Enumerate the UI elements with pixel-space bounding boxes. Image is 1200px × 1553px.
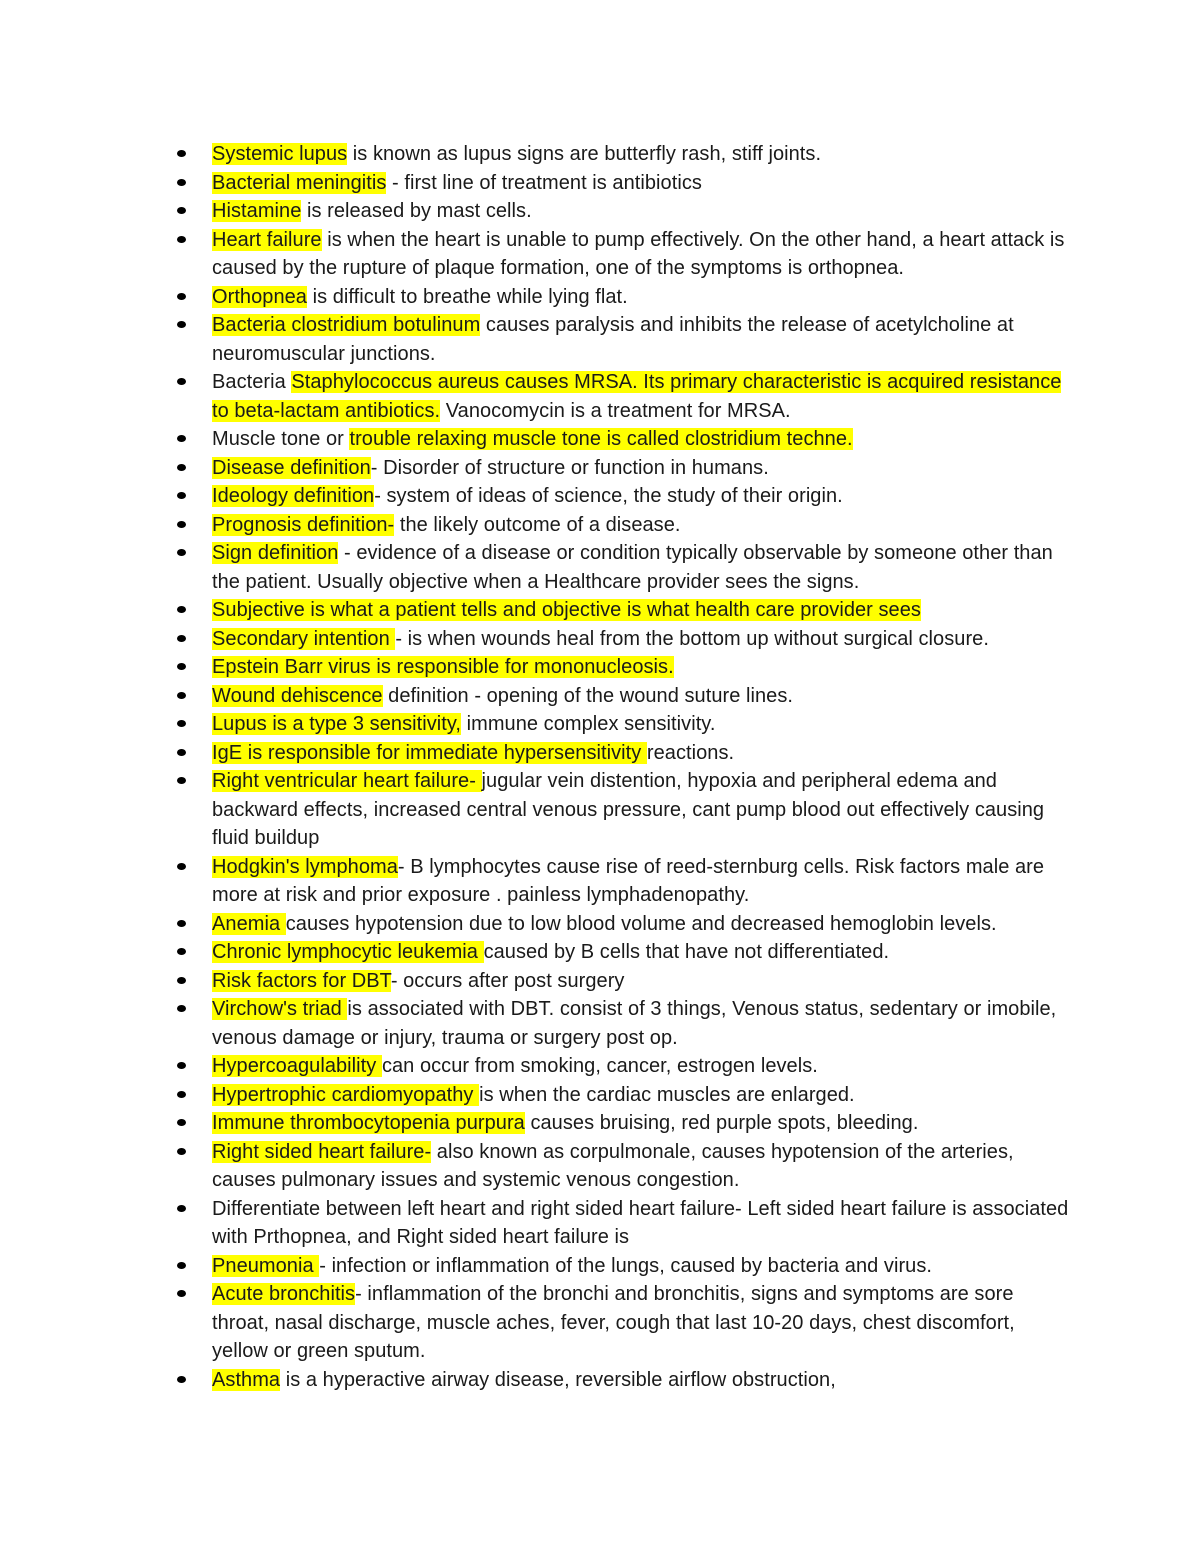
bullet-icon bbox=[177, 1262, 186, 1269]
list-item bbox=[175, 910, 1075, 939]
list-item bbox=[175, 1081, 1075, 1110]
bullet-icon bbox=[177, 293, 186, 300]
bullet-icon bbox=[177, 464, 186, 471]
bullet-icon bbox=[177, 1062, 186, 1069]
highlighted-term: Prognosis definition- bbox=[212, 513, 395, 536]
list-item bbox=[175, 1280, 1075, 1366]
bullet-icon bbox=[177, 1091, 186, 1098]
list-item bbox=[175, 682, 1075, 711]
bullet-icon bbox=[177, 1205, 186, 1212]
bullet-icon bbox=[177, 207, 186, 214]
item-text: - infection or inflammation of the lungs, caused by bacteria and virus. bbox=[319, 1254, 933, 1277]
list-item bbox=[175, 596, 1075, 625]
item-text: is difficult to breathe while lying flat. bbox=[306, 285, 628, 308]
bullet-icon bbox=[177, 692, 186, 699]
list-item bbox=[175, 625, 1075, 654]
highlighted-term: Lupus is a type 3 sensitivity, bbox=[212, 713, 462, 735]
list-item bbox=[175, 1052, 1075, 1081]
list-item bbox=[175, 1195, 1075, 1252]
bullet-icon bbox=[177, 749, 186, 756]
highlighted-term: Heart failure bbox=[212, 228, 322, 251]
bullet-icon bbox=[177, 1119, 186, 1126]
highlighted-term: Sign definition bbox=[212, 542, 339, 564]
item-text: - is when wounds heal from the bottom up without surgical closure. bbox=[395, 627, 989, 650]
list-item bbox=[175, 311, 1075, 368]
list-item bbox=[175, 511, 1075, 540]
item-text: causes hypotension due to low blood volume and decreased hemoglobin levels. bbox=[285, 912, 997, 935]
item-text: Vanocomycin is a treatment for MRSA. bbox=[440, 399, 791, 422]
item-text: definition - opening of the wound suture lines. bbox=[382, 684, 793, 707]
highlighted-term: Hodgkin's lymphoma bbox=[212, 855, 398, 878]
item-text: - evidence of a disease or condition typically observable by someone other than the patient. Usually objective when a Healthcare provider sees the signs. bbox=[212, 542, 1053, 593]
highlighted-term: Ideology definition bbox=[212, 485, 375, 507]
bullet-icon bbox=[177, 863, 186, 870]
list-item bbox=[175, 853, 1075, 910]
bullet-icon bbox=[177, 378, 186, 385]
item-text: - B lymphocytes cause rise of reed-sternburg cells. Risk factors male are more at risk and prior exposure . painless lymphadenopathy. bbox=[212, 855, 1045, 906]
item-text: also known as corpulmonale, causes hypotension of the arteries, causes pulmonary issues and systemic venous congestion. bbox=[212, 1140, 1014, 1191]
list-item bbox=[175, 226, 1075, 283]
highlighted-term: Wound dehiscence bbox=[212, 684, 383, 707]
highlighted-term: Epstein Barr virus is responsible for mononucleosis. bbox=[212, 656, 674, 678]
item-text: is released by mast cells. bbox=[301, 200, 532, 222]
item-text: reactions. bbox=[646, 741, 735, 764]
highlighted-term: trouble relaxing muscle tone is called clostridium techne. bbox=[349, 428, 853, 450]
highlighted-term: Right ventricular heart failure- bbox=[212, 770, 482, 792]
list-item bbox=[175, 653, 1075, 682]
highlighted-term: Subjective is what a patient tells and objective is what health care provider sees bbox=[212, 599, 921, 621]
bullet-icon bbox=[177, 606, 186, 613]
list-item bbox=[175, 539, 1075, 596]
list-item bbox=[175, 938, 1075, 967]
item-text: - occurs after post surgery bbox=[390, 969, 625, 992]
item-text: is known as lupus signs are butterfly rash, stiff joints. bbox=[347, 143, 822, 165]
bullet-icon bbox=[177, 920, 186, 927]
highlighted-term: Bacteria clostridium botulinum bbox=[212, 314, 481, 336]
highlighted-term: Right sided heart failure- bbox=[212, 1140, 432, 1163]
item-text: is a hyperactive airway disease, reversible airflow obstruction, bbox=[280, 1368, 836, 1391]
list-item bbox=[175, 197, 1075, 226]
bullet-icon bbox=[177, 521, 186, 528]
highlighted-term: IgE is responsible for immediate hypersensitivity bbox=[212, 741, 647, 764]
item-text: - Disorder of structure or function in humans. bbox=[370, 456, 769, 479]
highlighted-term: Bacterial meningitis bbox=[212, 171, 387, 194]
highlighted-term: Systemic lupus bbox=[212, 143, 348, 165]
item-text: jugular vein distention, hypoxia and peripheral edema and backward effects, increased central venous pressure, cant pump blood out effectively causing fluid buildup bbox=[212, 770, 1045, 849]
list-item bbox=[175, 739, 1075, 768]
notes-bullet-list bbox=[175, 140, 1075, 1394]
item-text: is associated with DBT. consist of 3 things, Venous status, sedentary or imobile, venous damage or injury, trauma or surgery post op. bbox=[212, 998, 1057, 1049]
list-item bbox=[175, 967, 1075, 996]
list-item bbox=[175, 169, 1075, 198]
list-item bbox=[175, 1138, 1075, 1195]
bullet-icon bbox=[177, 1148, 186, 1155]
bullet-icon bbox=[177, 549, 186, 556]
list-item bbox=[175, 1252, 1075, 1281]
item-text: Bacteria bbox=[212, 371, 292, 393]
highlighted-term: Pneumonia bbox=[212, 1254, 320, 1277]
item-text: the likely outcome of a disease. bbox=[394, 513, 681, 536]
bullet-icon bbox=[177, 948, 186, 955]
highlighted-term: Asthma bbox=[212, 1368, 281, 1391]
highlighted-term: Orthopnea bbox=[212, 285, 307, 308]
item-text: can occur from smoking, cancer, estrogen levels. bbox=[381, 1055, 818, 1077]
list-item bbox=[175, 995, 1075, 1052]
highlighted-term: Chronic lymphocytic leukemia bbox=[212, 941, 484, 963]
highlighted-term: Histamine bbox=[212, 200, 302, 222]
item-text: Differentiate between left heart and right sided heart failure- Left sided heart failure is associated with Prthopnea, and Right sided heart failure is bbox=[212, 1197, 1069, 1248]
highlighted-term: Hypertrophic cardiomyopathy bbox=[212, 1083, 480, 1106]
list-item bbox=[175, 454, 1075, 483]
item-text: immune complex sensitivity. bbox=[461, 713, 716, 735]
item-text: - first line of treatment is antibiotics bbox=[386, 171, 702, 194]
item-text: - inflammation of the bronchi and bronchitis, signs and symptoms are sore throat, nasal discharge, muscle aches, fever, cough that last 10-20 days, chest discomfort, yellow or green sputum. bbox=[212, 1283, 1015, 1362]
list-item bbox=[175, 482, 1075, 511]
highlighted-term: Disease definition bbox=[212, 456, 371, 479]
bullet-icon bbox=[177, 150, 186, 157]
item-text: is when the cardiac muscles are enlarged. bbox=[479, 1083, 855, 1106]
list-item bbox=[175, 1109, 1075, 1138]
bullet-icon bbox=[177, 1290, 186, 1297]
highlighted-term: Acute bronchitis bbox=[212, 1283, 356, 1305]
item-text: causes paralysis and inhibits the release of acetylcholine at neuromuscular junctions. bbox=[212, 314, 1014, 365]
highlighted-term: Virchow's triad bbox=[212, 998, 348, 1020]
list-item bbox=[175, 283, 1075, 312]
bullet-icon bbox=[177, 1005, 186, 1012]
bullet-icon bbox=[177, 720, 186, 727]
list-item bbox=[175, 767, 1075, 853]
list-item bbox=[175, 368, 1075, 425]
highlighted-term: Immune thrombocytopenia purpura bbox=[212, 1112, 525, 1134]
bullet-icon bbox=[177, 777, 186, 784]
highlighted-term: Risk factors for DBT bbox=[212, 969, 391, 992]
list-item bbox=[175, 425, 1075, 454]
highlighted-term: Anemia bbox=[212, 912, 286, 935]
bullet-icon bbox=[177, 663, 186, 670]
highlighted-term: Staphylococcus aureus causes MRSA. Its primary characteristic is acquired resistance to beta-lactam antibiotics. bbox=[212, 371, 1062, 422]
bullet-icon bbox=[177, 236, 186, 243]
item-text: - system of ideas of science, the study of their origin. bbox=[374, 485, 843, 507]
bullet-icon bbox=[177, 179, 186, 186]
list-item bbox=[175, 1366, 1075, 1395]
list-item bbox=[175, 140, 1075, 169]
bullet-icon bbox=[177, 492, 186, 499]
highlighted-term: Secondary intention bbox=[212, 627, 396, 650]
item-text: Muscle tone or bbox=[212, 428, 350, 450]
bullet-icon bbox=[177, 977, 186, 984]
item-text: caused by B cells that have not differentiated. bbox=[483, 941, 890, 963]
bullet-icon bbox=[177, 635, 186, 642]
bullet-icon bbox=[177, 1376, 186, 1383]
bullet-icon bbox=[177, 321, 186, 328]
item-text: causes bruising, red purple spots, bleeding. bbox=[524, 1112, 919, 1134]
item-text: is when the heart is unable to pump effectively. On the other hand, a heart attack is caused by the rupture of plaque formation, one of the symptoms is orthopnea. bbox=[212, 228, 1065, 279]
bullet-icon bbox=[177, 435, 186, 442]
highlighted-term: Hypercoagulability bbox=[212, 1055, 382, 1077]
list-item bbox=[175, 710, 1075, 739]
